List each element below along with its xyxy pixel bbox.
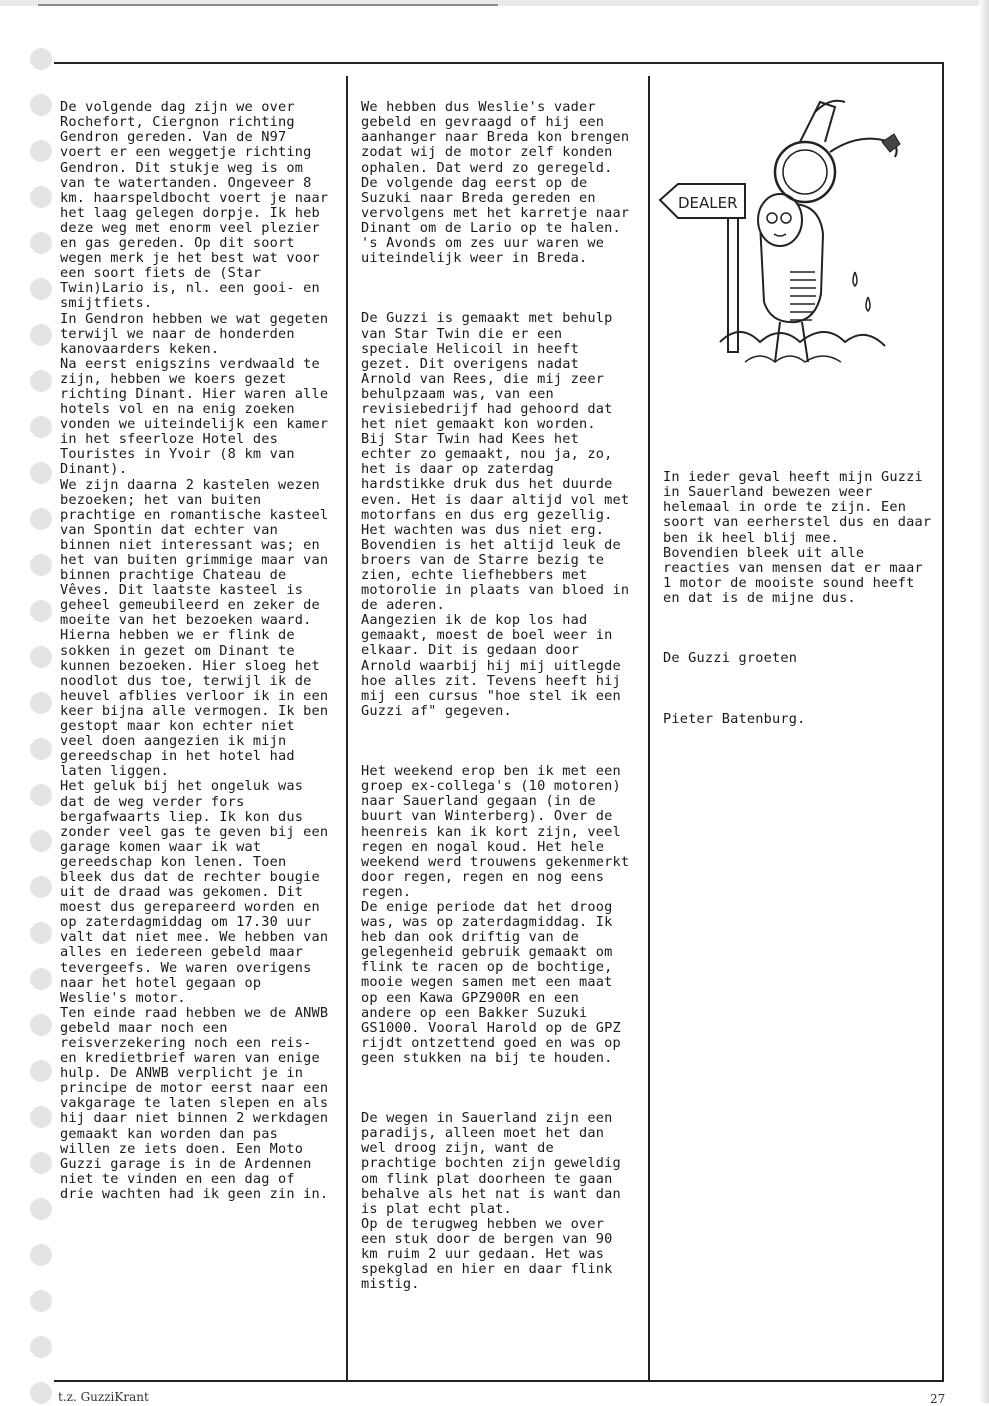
- punch-hole: [30, 692, 52, 714]
- author-signature: Pieter Batenburg.: [663, 710, 806, 727]
- punch-hole: [30, 922, 52, 944]
- punch-hole: [30, 1290, 52, 1312]
- punch-hole: [30, 1152, 52, 1174]
- punch-hole: [30, 370, 52, 392]
- page-right-edge: [979, 0, 989, 1403]
- punch-hole: [30, 784, 52, 806]
- punch-hole: [30, 554, 52, 576]
- column-2-paragraph: De Guzzi is gemaakt met behulp van Star Twin die er een speciale Helicoil in heeft gezet. Dit overigens nadat Arnold van Rees, die mij zeer behulpzaam was, van een revisiebedrijf had gehoord dat het niet gemaakt kon worden. Bij Star Twin had Kees het echter zo gemaakt, nou ja, zo, het is daar op zaterdag hardstikke druk dus het duurde even. Het is daar altijd vol met motorfans en dus erg gezellig. Het wachten was dus niet erg. Bovendien is het altijd leuk de broers van de Starre bezig te zien, echte liefhebbers met motorolie in plaats van bloed in de aderen. Aangezien ik de kop los had gemaakt, moest de boel weer in elkaar. Dit is gedaan door Arnold waarbij hij mij uitlegde hoe alles zit. Tevens heeft hij mij een cursus "hoe stel ik een Guzzi af" gegeven.: [361, 310, 630, 719]
- punch-hole: [30, 278, 52, 300]
- punch-hole: [30, 600, 52, 622]
- punch-hole: [30, 738, 52, 760]
- punch-hole: [30, 462, 52, 484]
- column-3-paragraph: In ieder geval heeft mijn Guzzi in Sauerland bewezen weer helemaal in orde te zijn. Een soort van eerherstel dus en daar ben ik heel blij mee. Bovendien bleek uit alle reacties van mensen dat er maar 1 motor de mooiste sound heeft en dat is de mijne dus.: [663, 469, 932, 606]
- footer-publication: t.z. GuzziKrant: [58, 1390, 149, 1404]
- punch-hole: [30, 1060, 52, 1082]
- dealer-sign-text: DEALER: [678, 194, 738, 212]
- punch-hole: [30, 416, 52, 438]
- punch-hole: [30, 140, 52, 162]
- punch-hole: [30, 1198, 52, 1220]
- punch-hole: [30, 1106, 52, 1128]
- punch-hole: [30, 232, 52, 254]
- top-rule: [38, 4, 498, 6]
- column-2-paragraph: De wegen in Sauerland zijn een paradijs, alleen moet het dan wel droog zijn, want de prachtige bochten zijn geweldig om flink plat doorheen te gaan behalve als het nat is want dan is plat echt plat. Op de terugweg hebben we over een stuk door de bergen van 90 km ruim 2 uur gedaan. Het was spekglad en hier en daar flink mistig.: [361, 1110, 621, 1293]
- article-column-3: [663, 440, 938, 772]
- punch-hole: [30, 94, 52, 116]
- punch-hole: [30, 1382, 52, 1404]
- greeting: De Guzzi groeten: [663, 650, 798, 667]
- punch-hole: [30, 324, 52, 346]
- column-2-paragraph: We hebben dus Weslie's vader gebeld en gevraagd of hij een aanhanger naar Breda kon brengen zodat wij de motor zelf konden ophalen. Dat werd zo geregeld. De volgende dag eerst op de Suzuki naar Breda gereden en vervolgens met het karretje naar Dinant om de Lario op te halen. 's Avonds om zes uur waren we uiteindelijk weer in Breda.: [361, 99, 630, 267]
- punch-hole: [30, 968, 52, 990]
- column-1-text: De volgende dag zijn we over Rochefort, Ciergnon richting Gendron gereden. Van de N97 voert er een weggetje richting Gendron. Dit stukje weg is om van te watertanden. Ongeveer 8 km. haarspeldbocht voert je naar het laag gelegen dorpje. Ik heb deze weg met enorm veel plezier en gas gereden. Op dit soort wegen merk je het best wat voor een soort fiets de (Star Twin)Lario is, nl. een gooi- en smijtfiets. In Gendron hebben we wat gegeten terwijl we naar de honderden kanovaarders keken. Na eerst enigszins verdwaald te zijn, hebben we koers gezet richting Dinant. Hier waren alle hotels vol en na enig zoeken vonden we uiteindelijk een kamer in het sfeerloze Hotel des Touristes in Yvoir (8 km van Dinant). We zijn daarna 2 kastelen wezen bezoeken; het van buiten prachtige en romantische kasteel van Spontin dat echter van binnen niet interessant was; en het van buiten grimmige maar van binnen prachtige Chateau de Vêves. Dit laatste kasteel is geheel gemeubileerd en zeker de moeite van het bezoeken waard. Hierna hebben we er flink de sokken in gezet om Dinant te kunnen bezoeken. Hier sloeg het noodlot dus toe, terwijl ik de heuvel afblies verloor ik in een keer bijna alle vermogen. Ik ben gestopt maar kon echter niet veel doen aangezien ik mijn gereedschap in het hotel had laten liggen. Het geluk bij het ongeluk was dat de weg verder fors bergafwaarts liep. Ik kon dus zonder veel gas te geven bij een garage komen waar ik wat gereedschap kon lenen. Toen bleek dus dat de rechter bougie uit de draad was gekomen. Dit moest dus gerepareerd worden en op zaterdagmiddag om 17.30 uur valt dat niet mee. We hebben van alles en iedereen gebeld maar tevergeefs. We waren overigens naar het hotel gegaan op Weslie's motor. Ten einde raad hebben we de ANWB gebeld maar noch een reisverzekering noch een reis- en kredietbrief waren van enige hulp. De ANWB verplicht je in principe de motor eerst naar een vakgarage te laten slepen en als hij daar niet binnen 2 werkdagen gemaakt kan worden dan pas willen ze iets doen. Een Moto Guzzi garage is in de Ardennen niet te vinden en een dag of drie wachten had ik geen zin in.: [60, 99, 329, 1202]
- dealer-cartoon-illustration: [650, 72, 930, 392]
- punch-hole: [30, 830, 52, 852]
- punch-hole: [30, 48, 52, 70]
- article-column-1: [60, 70, 336, 1247]
- punch-hole: [30, 646, 52, 668]
- column-2-paragraph: Het weekend erop ben ik met een groep ex-collega's (10 motoren) naar Sauerland gegaan (in de buurt van Winterberg). Over de heenreis kan ik kort zijn, veel regen en nogal koud. Het hele weekend werd trouwens gekenmerkt door regen, regen en nog eens regen. De enige periode dat het droog was, was op zaterdagmiddag. Ik heb dan ook driftig van de gelegenheid gebruik gemaakt om flink te racen op de bochtige, mooie wegen samen met een maat op een Kawa GPZ900R en een andere op een Bakker Suzuki GS1000. Vooral Harold op de GPZ rijdt ontzettend goed en was op geen stukken na bij te houden.: [361, 763, 630, 1066]
- footer-page-number: 27: [930, 1392, 946, 1406]
- punch-hole: [30, 876, 52, 898]
- punch-hole: [30, 508, 52, 530]
- punch-hole: [30, 1336, 52, 1358]
- column-divider: [346, 76, 348, 1381]
- article-column-2: [361, 70, 636, 1338]
- punch-hole: [30, 1244, 52, 1266]
- punch-hole: [30, 1014, 52, 1036]
- punch-hole: [30, 186, 52, 208]
